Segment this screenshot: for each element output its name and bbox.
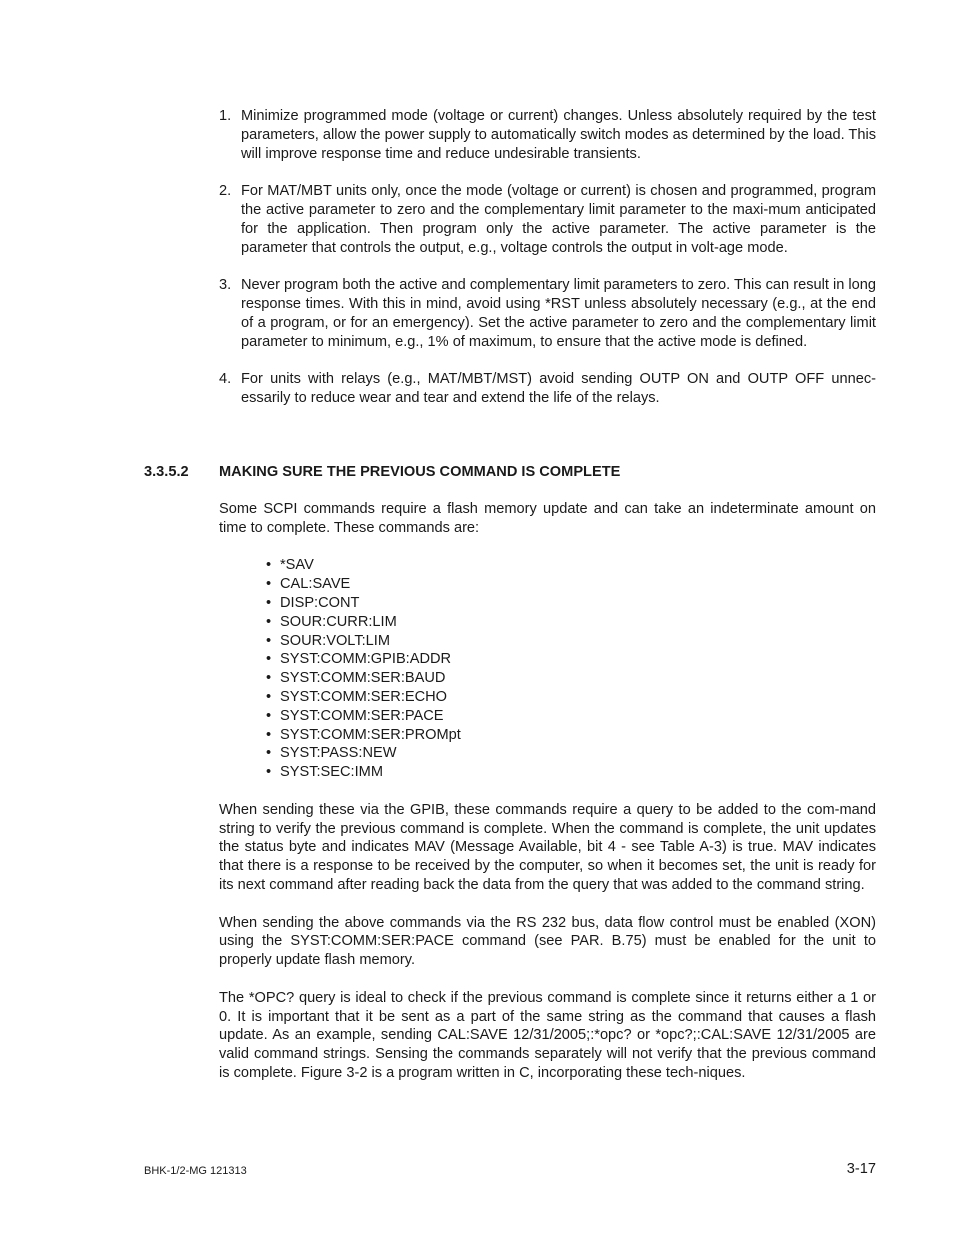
footer-doc-id: BHK-1/2-MG 121313 (144, 1165, 247, 1177)
command-item: • SYST:SEC:IMM (266, 763, 876, 782)
command-item: • CAL:SAVE (266, 575, 876, 594)
command-item: • SYST:COMM:SER:ECHO (266, 688, 876, 707)
section-body (219, 500, 876, 1102)
command-list (219, 556, 876, 782)
section-heading (144, 463, 876, 482)
list-item (219, 370, 876, 408)
list-item (219, 276, 876, 351)
list-item-text: Never program both the active and complementary limit parameters to zero. This can result in long response times. With this in mind, avoid using *RST unless absolutely necessary (e.g., at the end of a program, or for an emergency). Set the active parameter to zero and the complementary limit parameter to minimum, e.g., 1% of maximum, to ensure that the active mode is defined. (241, 277, 876, 350)
section-number: 3.3.5.2 (144, 464, 189, 480)
command-item: • *SAV (266, 556, 876, 575)
list-item-text: For units with relays (e.g., MAT/MBT/MST) avoid sending OUTP ON and OUTP OFF unnec-essarily to reduce wear and tear and extend the life of the relays. (241, 371, 876, 406)
list-item (219, 107, 876, 163)
intro-paragraph: Some SCPI commands require a flash memory update and can take an indeterminate amount on time to complete. These commands are: (219, 501, 876, 536)
command-item: • SYST:COMM:GPIB:ADDR (266, 650, 876, 669)
body-paragraph: When sending the above commands via the RS 232 bus, data flow control must be enabled (XON) using the SYST:COMM:SER:PACE command (see PAR. B.75) must be enabled for the unit to properly update flash memory. (219, 914, 876, 969)
list-item-text: Minimize programmed mode (voltage or current) changes. Unless absolutely required by the test parameters, allow the power supply to automatically switch modes as determined by the load. This will improve response time and reduce undesirable transients. (241, 108, 876, 162)
command-item: • SOUR:VOLT:LIM (266, 632, 876, 651)
list-item-number: 2. (219, 183, 232, 200)
list-item-number: 4. (219, 371, 232, 388)
command-item: • SYST:COMM:SER:PACE (266, 707, 876, 726)
body-paragraph: When sending these via the GPIB, these commands require a query to be added to the com-mand string to verify the previous command is complete. When the command is complete, the unit updates the status byte and indicates MAV (Message Available, bit 4 - see Table A-3) is true. MAV indicates that there is a response to be received by the computer, so when it becomes set, the unit is ready for its next command after reading back the data from the query that was added to the command string. (219, 801, 876, 893)
section-title: MAKING SURE THE PREVIOUS COMMAND IS COMPLETE (219, 464, 621, 480)
command-item: • DISP:CONT (266, 594, 876, 613)
list-item-number: 1. (219, 108, 232, 124)
recommendation-list (219, 107, 876, 427)
list-item (219, 182, 876, 257)
list-item-number: 3. (219, 277, 232, 294)
body-paragraph: The *OPC? query is ideal to check if the previous command is complete since it returns either a 1 or 0. It is important that it be sent as a part of the same string as the command that causes a flash update. As an example, sending CAL:SAVE 12/31/2005;:*opc? or *opc?;:CAL:SAVE 12/31/2005 are valid command strings. Sensing the commands separately will not verify that the previous command is complete. Figure 3-2 is a program written in C, incorporating these tech-niques. (219, 989, 876, 1081)
command-item: • SYST:COMM:SER:PROMpt (266, 726, 876, 745)
command-item: • SYST:COMM:SER:BAUD (266, 669, 876, 688)
command-item: • SYST:PASS:NEW (266, 744, 876, 763)
footer-page-number: 3-17 (846, 1161, 876, 1177)
list-item-text: For MAT/MBT units only, once the mode (voltage or current) is chosen and programmed, program the active parameter to zero and the complementary limit parameter to the maxi-mum anticipated for the application. Then program only the active parameter. The active parameter is the parameter that controls the output, e.g., voltage controls the output in volt-age mode. (241, 183, 876, 256)
command-item: • SOUR:CURR:LIM (266, 613, 876, 632)
